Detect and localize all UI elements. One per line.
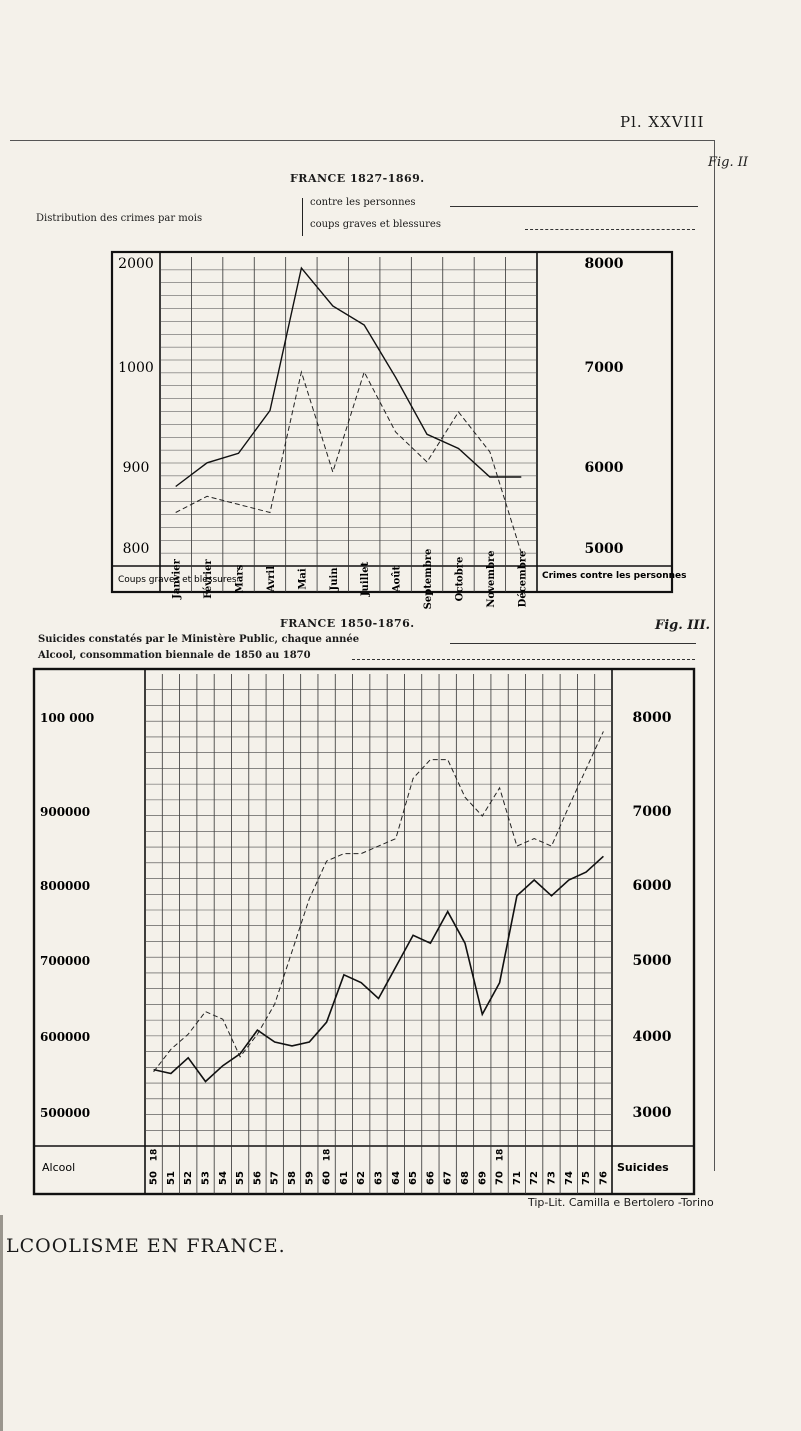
fig2-month-label: Janvier [171, 559, 183, 599]
fig2-left-tick: 900 [122, 460, 150, 476]
fig3-series-suicides-line [154, 856, 604, 1081]
fig3-left-axis-label: Alcool [42, 1161, 76, 1174]
fig3-year-label: 71 [511, 1171, 523, 1185]
fig3-year-label: 68 [459, 1171, 471, 1185]
fig3-right-tick: 6000 [632, 878, 672, 894]
fig3-year-label: 73 [546, 1171, 558, 1185]
fig3-right-tick: 7000 [632, 804, 672, 820]
fig3-right-tick: 3000 [632, 1105, 672, 1121]
fig3-year-label: 63 [373, 1171, 385, 1185]
fig3-year-label: 52 [183, 1171, 195, 1185]
fig2-month-label: Septembre [423, 548, 435, 610]
fig3-year-label: 57 [269, 1171, 281, 1185]
fig2-month-label: Février [203, 559, 215, 599]
fig3-left-tick: 800000 [40, 879, 91, 893]
fig2-label: Fig. II [708, 155, 749, 170]
fig2-left-axis-label: Coups graves et blessures [118, 575, 237, 585]
fig3-year-label: 53 [200, 1171, 212, 1185]
fig2-month-label: Décembre [517, 550, 529, 608]
book-section-title: LCOOLISME EN FRANCE. [6, 1235, 286, 1257]
fig3-series-alcool-line [154, 731, 604, 1071]
fig3-year-label: 72 [529, 1171, 541, 1185]
fig2-right-tick: 6000 [584, 460, 624, 476]
fig3-year-label: 65 [408, 1171, 420, 1185]
fig2-legend-prefix: Distribution des crimes par mois [36, 213, 203, 224]
fig3-year-label: 55 [235, 1171, 247, 1185]
fig2-month-label: Novembre [485, 550, 497, 608]
fig2-right-tick: 8000 [584, 256, 624, 272]
fig3-year-label: 67 [442, 1171, 454, 1185]
fig3-left-tick: 700000 [40, 954, 91, 968]
fig3-label: Fig. III. [655, 618, 711, 633]
fig3-right-tick: 8000 [632, 710, 672, 726]
fig2-legend-solid: contre les personnes [310, 197, 416, 208]
fig3-year-prefix: 18 [322, 1148, 333, 1162]
fig3-left-tick: 600000 [40, 1030, 91, 1044]
fig2-title: FRANCE 1827-1869. [290, 172, 425, 185]
fig2-left-tick: 800 [122, 541, 150, 557]
fig3-year-label: 61 [338, 1171, 350, 1185]
fig2-left-tick: 1000 [118, 360, 154, 376]
fig3-year-label: 54 [217, 1171, 229, 1185]
fig2-month-label: Octobre [454, 556, 466, 602]
fig3-year-label: 69 [477, 1171, 489, 1185]
fig2-month-label: Juin [328, 567, 340, 591]
plate-number: Pl. XXVIII [620, 113, 705, 131]
fig2-month-label: Juillet [360, 561, 372, 597]
fig3-right-axis-label: Suicides [617, 1161, 669, 1174]
fig2-month-label: Avril [265, 565, 277, 593]
fig3-year-label: 74 [563, 1171, 575, 1185]
fig3-year-label: 70 [494, 1171, 506, 1185]
fig3-year-label: 50 [148, 1171, 160, 1185]
fig3-year-prefix: 18 [495, 1148, 506, 1162]
fig3-year-prefix: 18 [149, 1148, 160, 1162]
fig2-month-label: Août [391, 565, 403, 593]
fig3-year-label: 62 [356, 1171, 368, 1185]
fig2-month-label: Mars [234, 564, 246, 594]
fig2-right-axis-label: Crimes contre les personnes [542, 571, 687, 581]
fig2-month-label: Mai [297, 568, 309, 590]
fig2-legend-dashed: coups graves et blessures [310, 219, 441, 230]
fig2-left-tick: 2000 [118, 256, 154, 272]
fig2-right-tick: 7000 [584, 360, 624, 376]
fig3-year-label: 76 [598, 1171, 610, 1185]
fig3-year-label: 64 [390, 1171, 402, 1185]
fig3-year-label: 59 [304, 1171, 316, 1185]
fig3-left-tick: 500000 [40, 1106, 91, 1120]
fig3-year-label: 56 [252, 1171, 264, 1185]
fig2-right-tick: 5000 [584, 541, 624, 557]
fig3-title: FRANCE 1850-1876. [280, 617, 415, 630]
fig3-year-label: 58 [287, 1171, 299, 1185]
fig3-right-tick: 5000 [632, 953, 672, 969]
fig3-year-label: 66 [425, 1171, 437, 1185]
fig3-legend-solid: Suicides constatés par le Ministère Public, chaque année [38, 634, 360, 645]
fig3-year-label: 75 [581, 1171, 593, 1185]
fig3-left-tick: 900000 [40, 805, 91, 819]
fig3-legend-dashed: Alcool, consommation biennale de 1850 au 1870 [38, 650, 311, 661]
fig3-year-label: 60 [321, 1171, 333, 1185]
fig3-left-tick: 100 000 [40, 711, 95, 725]
page-edge [0, 1215, 3, 1431]
fig3-right-tick: 4000 [632, 1029, 672, 1045]
printer-credit: Tip-Lit. Camilla e Bertolero -Torino [528, 1196, 714, 1209]
fig3-year-label: 51 [165, 1171, 177, 1185]
